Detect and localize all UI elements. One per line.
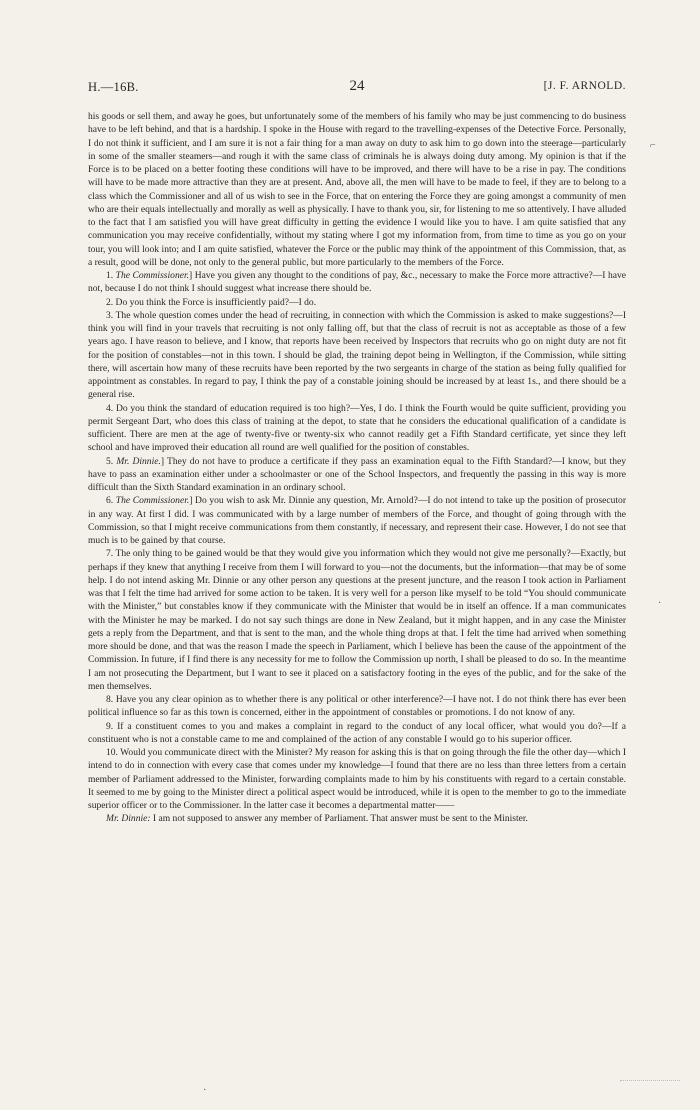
paragraph-text: The only thing to be gained would be that they would give you information which they would not give me personally?—Exactly, but perhaps if they knew that anything I receive from them I will forward to you—not the documents, but the information—that may be of some help. I do not intend asking Mr. Dinnie or any other person any questions at the present juncture, and the reason I took action in Parliament was that I felt the time had arrived for some action to be taken. It is very well for a person like myself to be told “You should communicate with the Minister,” but constables know if they communicate with the Minister that would be in itself an offence. If a man communicates with the Minister he may be marked. I do not say such things are done in New Zealand, but it might happen, and in any case the Minister gets a reply from the Department, and that is sent to the man, and the whole thing drops at that. I felt the time had arrived when something more should be done, and that was the reason I made the speech in Parliament, which I believe has been the cause of the appointment of the Commission. In future, if I find there is any necessity for me to follow the Commission up north, I shall be pleased to do so. In the meantime I am not prosecuting the Department, but I want to see it placed on a satisfactory footing in the eyes of the public, and for the sake of the men themselves. xyxy=(88,548,627,692)
paragraph-text: Would you communicate direct with the Minister? My reason for asking this is that on going through the file the other day—which I intend to do in connection with every case that comes under my knowledge—I found that there are no less than three letters from a certain member of Parliament addressed to the Minister, forwarding complaints made to him by his constituents with regard to a certain constable. It seemed to me by going to the Minister direct a political aspect would be introduced, while it is open to the member to go to the immediate superior officer or to the Commissioner. In the latter case it becomes a departmental matter—— xyxy=(88,747,627,811)
question-number: 2. xyxy=(106,296,116,308)
paragraph-text: The whole question comes under the head of recruiting, in connection with which the Commission is asked to make suggestions?—I think you will find in your travels that recruiting is not only falling off, but that the class of recruit is not as acceptable as those of a few years ago. I have reason to believe, and I know, that reports have been received by Inspectors that recruits who go on night duty are not fit for the position of constables—not in this town. I should be glad, the training depot being in Wellington, if the Commission, while sitting there, will ascertain how many of these recruits have been reported by the two sergeants in charge of the station as being fully qualified for appointment as constables. In regard to pay, I think the pay of a constable joining should be increased by at least 1s., and there should be a general rise. xyxy=(88,309,626,401)
scan-speckle xyxy=(620,1080,680,1081)
paragraph-0 xyxy=(88,110,626,269)
question-8 xyxy=(88,693,626,720)
question-4 xyxy=(88,402,626,455)
question-2 xyxy=(88,296,626,309)
paragraph-text: Have you any clear opinion as to whether there is any political or other interference?—I have not. I do not think there has ever been political influence so far as this town is concerned, either in the appointment of constables or promotions. I do not know of any. xyxy=(88,694,626,719)
paragraph-text: ] Have you given any thought to the conditions of pay, &c., necessary to make the Force more attractive?—I have not, because I do not think I should suggest what increase there should be. xyxy=(88,270,626,295)
question-5 xyxy=(88,455,626,495)
question-number: 7. xyxy=(106,548,116,560)
margin-mark: · xyxy=(658,598,662,609)
page-number: 24 xyxy=(349,78,365,94)
speaker-label: Mr. Dinnie: xyxy=(106,813,151,825)
paragraph-text: If a constituent comes to you and makes a complaint in regard to the conduct of any local officer, what would you do?—If a constituent who is not a constable came to me and complained of the action of any constable I would go to his superior officer. xyxy=(88,720,626,745)
paragraph-text: ] They do not have to produce a certificate if they pass an examination equal to the Fifth Standard?—I know, but they have to pass an examination either under a schoolmaster or one of the School Inspectors, and frequently the passing in this way is more difficult than the Sixth Standard examination in an ordinary school. xyxy=(88,455,626,493)
question-number: 1. xyxy=(106,270,116,281)
speaker-label: Mr. Dinnie. xyxy=(116,455,161,467)
paragraph-text: I am not supposed to answer any member of Parliament. That answer must be sent to the Minister. xyxy=(150,813,528,825)
question-number: 4. xyxy=(106,402,116,414)
question-3 xyxy=(88,309,626,402)
witness-name: [J. F. ARNOLD. xyxy=(543,80,626,92)
question-number: 3. xyxy=(106,309,116,321)
question-number: 5. xyxy=(106,455,117,467)
speaker-label: The Commissioner. xyxy=(115,495,190,507)
paragraph-text: Do you think the Force is insufficiently paid?—I do. xyxy=(115,296,317,308)
paragraph-text: Do you think the standard of education required is too high?—Yes, I do. I think the Fourth would be quite sufficient, providing you permit Sergeant Dart, who does this class of training at the depot, to state that he considers the educational qualification of a candidate is sufficient. There are men at the age of twenty-five or twenty-six who cannot readily get a Fifth Standard certificate, yet since they left school and have improved their education all round are well qualified for the position of constables. xyxy=(88,402,626,454)
question-number: 9. xyxy=(106,720,118,732)
speaker-label: The Commissioner. xyxy=(115,270,189,281)
testimony-body xyxy=(88,110,626,826)
paragraph-text: ] Do you wish to ask Mr. Dinnie any question, Mr. Arnold?—I do not intend to take up the position of prosecutor in any way. At first I did. I was communicated with by a large number of members of the Force, and thought of going through with the Commission, so that I might receive communications from them constantly, if necessary, and represent their case. However, I do not see that much is to be gained by that course. xyxy=(88,495,627,546)
question-10 xyxy=(88,746,626,812)
question-7 xyxy=(88,547,626,693)
document-reference: H.—16B. xyxy=(88,80,139,94)
margin-mark: · xyxy=(203,1085,207,1096)
question-9 xyxy=(88,720,626,747)
question-number: 8. xyxy=(106,694,116,705)
question-6 xyxy=(88,494,626,547)
paragraph-text: his goods or sell them, and away he goes, but unfortunately some of the members of his family who may be just commencing to do business have to be left behind, and that is a hardship. I spoke in the House with regard to the travelling-expenses of the Detective Force. Personally, I do not think it sufficient, and I am sure it is not a fair thing for a man away on duty to ask him to go down into the steerage—particularly in some of the smaller steamers—and rough it with the same class of criminals he is always doing duty among. My opinion is that if the Force is to be placed on a better footing these conditions will have to be improved, and there will have to be a rise in pay. The conditions will have to be made more attractive than they are at present. And, above all, the men will have to be made to feel, if they are to belong to a class which the Commissioner and all of us wish to see in the Force, that on entering the Force they are going amongst a community of men who are their equals intellectually and morally as well as physically. I have to thank you, sir, for listening to me so attentively. I have alluded to the fact that I am satisfied you will have great difficulty in getting the evidence I would like you to have. I am quite satisfied that any communication you may receive confidentially, without my stating where I got my information from, from time to time as you go on your tour, you will look into; and I am quite satisfied, whatever the Force or the public may think of the appointment of this Commission, that, as a result, good will be done, not only to the general public, but more particularly to the members of the Force. xyxy=(88,111,626,268)
question-number: 6. xyxy=(106,495,116,507)
reply-dinnie xyxy=(88,812,626,825)
question-1 xyxy=(88,269,626,296)
margin-mark: ⌐ xyxy=(650,140,656,151)
page-header xyxy=(88,80,626,96)
question-number: 10. xyxy=(106,747,121,758)
